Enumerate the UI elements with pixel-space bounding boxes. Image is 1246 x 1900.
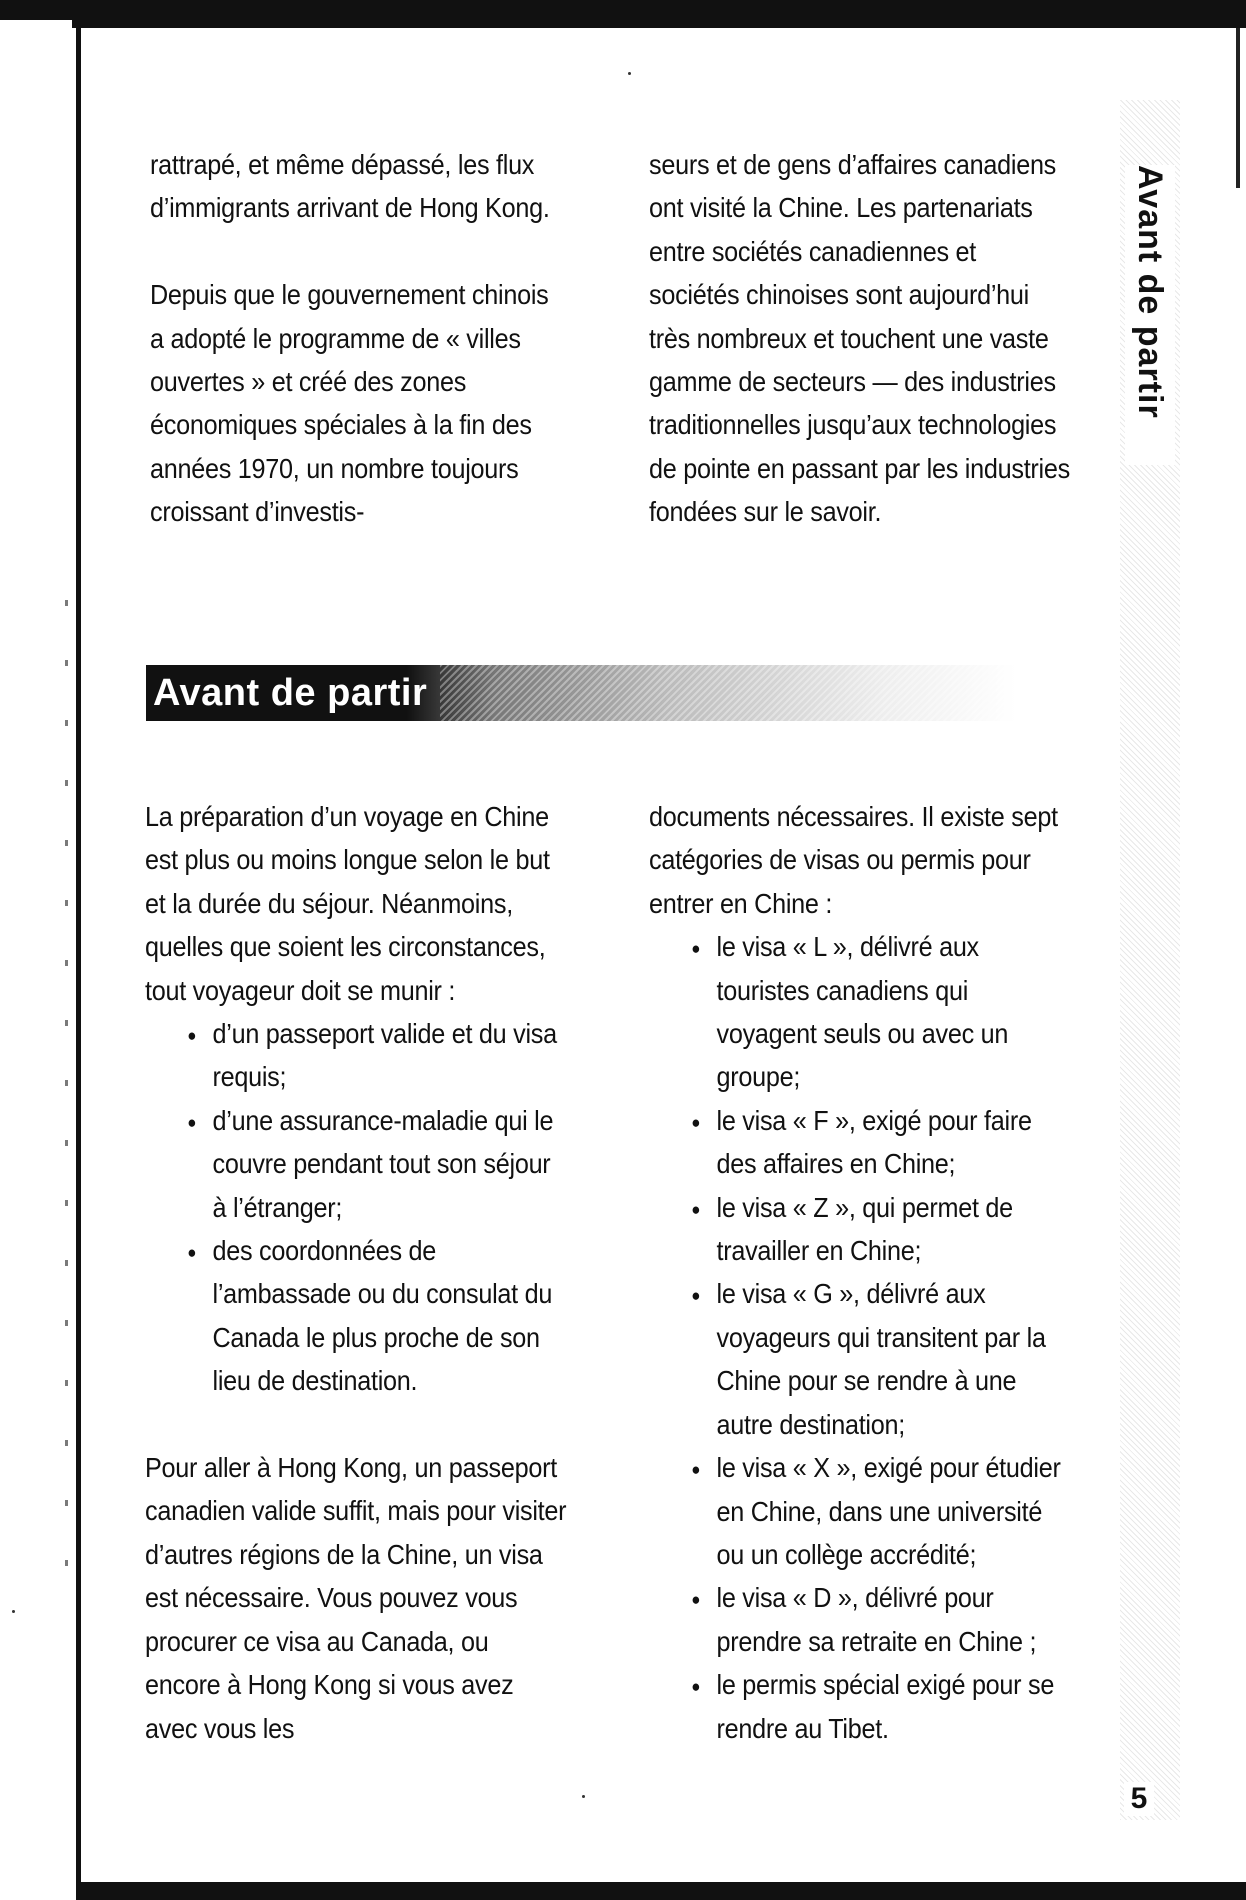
list-item: ● le visa « X », exigé pour étudier en Chine, dans une université ou un collège accrédité;: [681, 1446, 1073, 1576]
scan-left-margin: [0, 20, 72, 1900]
page-number: 5: [1124, 1782, 1154, 1816]
section-heading: Avant de partir: [153, 672, 428, 714]
paragraph: Depuis que le gouvernement chinois a adopté le programme de « villes ouvertes » et créé des zones économiques spéciales à la fin des années 1970, un nombre toujours croissant d’investis-: [150, 279, 549, 528]
paragraph: Pour aller à Hong Kong, un passeport canadien valide suffit, mais pour visiter d’autres régions de la Chine, un visa est nécessaire. Vous pouvez vous procurer ce visa au Canada, ou encore à Hong Kong si vous avez avec vous les: [145, 1452, 567, 1744]
list-item: ● d’un passeport valide et du visa requis;: [177, 1012, 569, 1099]
scan-specks: [65, 600, 68, 1600]
top-left-column: [150, 143, 555, 534]
paragraph: documents nécessaires. Il existe sept catégories de visas ou permis pour entrer en Chine :: [649, 801, 1058, 919]
page-bottom-edge: [76, 1882, 1246, 1900]
paragraph: rattrapé, et même dépassé, les flux d’immigrants arrivant de Hong Kong.: [150, 149, 550, 224]
scan-top-border: [0, 0, 1246, 28]
list-item: ● le visa « G », délivré aux voyageurs qui transitent par la Chine pour se rendre à une autre destination;: [681, 1272, 1073, 1446]
page-right-edge: [1236, 28, 1240, 188]
section-left-column: [145, 795, 568, 1750]
paragraph: seurs et de gens d’affaires canadiens ont visité la Chine. Les partenariats entre sociétés canadiennes et sociétés chinoises sont aujourd’hui très nombreux et touchent une vaste gamme de secteurs — des industries traditionnelles jusqu’aux technologies de pointe en passant par les industries fondées sur le savoir.: [649, 149, 1070, 528]
list-item: ● le permis spécial exigé pour se rendre au Tibet.: [681, 1663, 1073, 1750]
top-right-column: [649, 143, 1072, 534]
list-item: ● le visa « D », délivré pour prendre sa retraite en Chine ;: [681, 1576, 1073, 1663]
visa-categories-list: [681, 925, 1073, 1750]
list-item: ● le visa « L », délivré aux touristes canadiens qui voyagent seuls ou avec un groupe;: [681, 925, 1073, 1099]
scan-speck: [582, 1795, 585, 1798]
scan-speck: [628, 72, 631, 75]
scan-speck: [12, 1610, 15, 1613]
section-right-column: [649, 795, 1072, 1750]
paragraph: La préparation d’un voyage en Chine est plus ou moins longue selon le but et la durée du séjour. Néanmoins, quelles que soient les circonstances, tout voyageur doit se munir :: [145, 801, 550, 1006]
list-item: ● le visa « F », exigé pour faire des affaires en Chine;: [681, 1099, 1073, 1186]
sidebar-title: Avant de partir: [1125, 165, 1175, 465]
section-heading-halftone: [440, 665, 1016, 721]
requirements-list: [177, 1012, 569, 1403]
list-item: ● le visa « Z », qui permet de travailler en Chine;: [681, 1186, 1073, 1273]
list-item: ● des coordonnées de l’ambassade ou du consulat du Canada le plus proche de son lieu de destination.: [177, 1229, 569, 1403]
page-left-edge: [76, 28, 81, 1900]
list-item: ● d’une assurance-maladie qui le couvre pendant tout son séjour à l’étranger;: [177, 1099, 569, 1229]
